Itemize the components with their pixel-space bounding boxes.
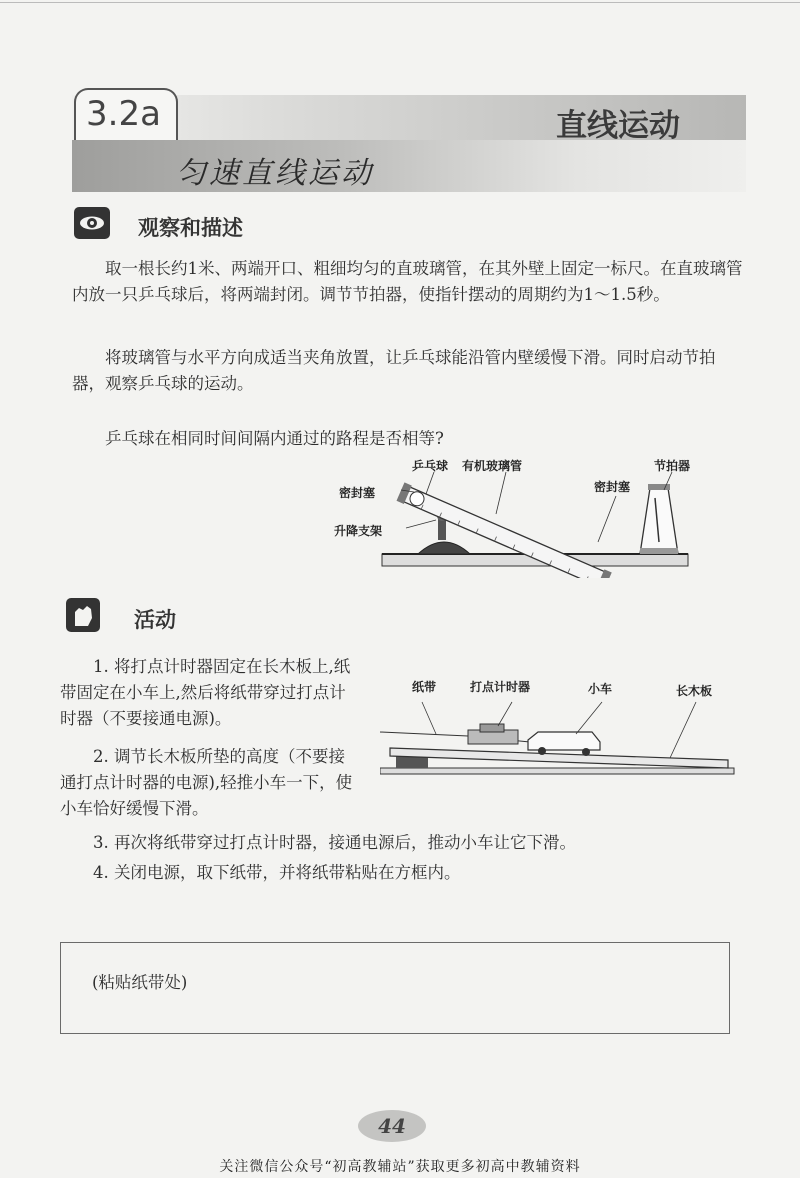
page-top-edge	[0, 2, 800, 3]
label-stand: 升降支架	[334, 524, 383, 538]
activity-step-3: 3. 再次将纸带穿过打点计时器，接通电源后，推动小车让它下滑。	[93, 833, 576, 852]
label-timer: 打点计时器	[470, 680, 531, 694]
section-subtitle: 匀速直线运动	[176, 156, 374, 191]
label-tape: 纸带	[412, 680, 437, 694]
section-number: 3.2a	[86, 94, 161, 134]
label-seal-right: 密封塞	[594, 480, 631, 494]
label-ball: 乒乓球	[412, 459, 449, 473]
eye-icon	[74, 207, 110, 239]
label-seal-left: 密封塞	[339, 486, 376, 500]
observe-paragraph-2: 将玻璃管与水平方向成适当夹角放置，让乒乓球能沿管内壁缓慢下滑。同时启动节拍器，观察乒乓球的运动。	[72, 348, 716, 393]
hand-icon	[66, 598, 100, 632]
chapter-title: 直线运动	[556, 108, 680, 144]
activity-step-4: 4. 关闭电源，取下纸带，并将纸带粘贴在方框内。	[93, 863, 461, 882]
label-board: 长木板	[676, 684, 713, 698]
page-number: 44	[378, 1114, 406, 1138]
paste-box-label: (粘贴纸带处)	[92, 973, 188, 992]
cart-figure	[380, 690, 736, 782]
observe-heading: 观察和描述	[138, 216, 243, 240]
label-metronome: 节拍器	[654, 459, 691, 473]
activity-step-2: 2. 调节长木板所垫的高度（不要接通打点计时器的电源),轻推小车一下，使小车恰好缓慢下滑。	[60, 747, 353, 818]
activity-step-1: 1. 将打点计时器固定在长木板上,纸带固定在小车上,然后将纸带穿过打点计时器（不要接通电源)。	[60, 657, 351, 728]
label-tube: 有机玻璃管	[462, 459, 523, 473]
observe-paragraph-1: 取一根长约1米、两端开口、粗细均匀的直玻璃管，在其外壁上固定一标尺。在直玻璃管内放一只乒乓球后，将两端封闭。调节节拍器，使指针摆动的周期约为1～1.5秒。	[72, 259, 743, 304]
label-cart: 小车	[588, 682, 613, 696]
footer-note: 关注微信公众号“初高教辅站”获取更多初高中教辅资料	[219, 1159, 581, 1175]
observe-question: 乒乓球在相同时间间隔内通过的路程是否相等?	[105, 429, 444, 448]
activity-heading: 活动	[134, 608, 176, 632]
subtitle-band	[72, 140, 746, 192]
